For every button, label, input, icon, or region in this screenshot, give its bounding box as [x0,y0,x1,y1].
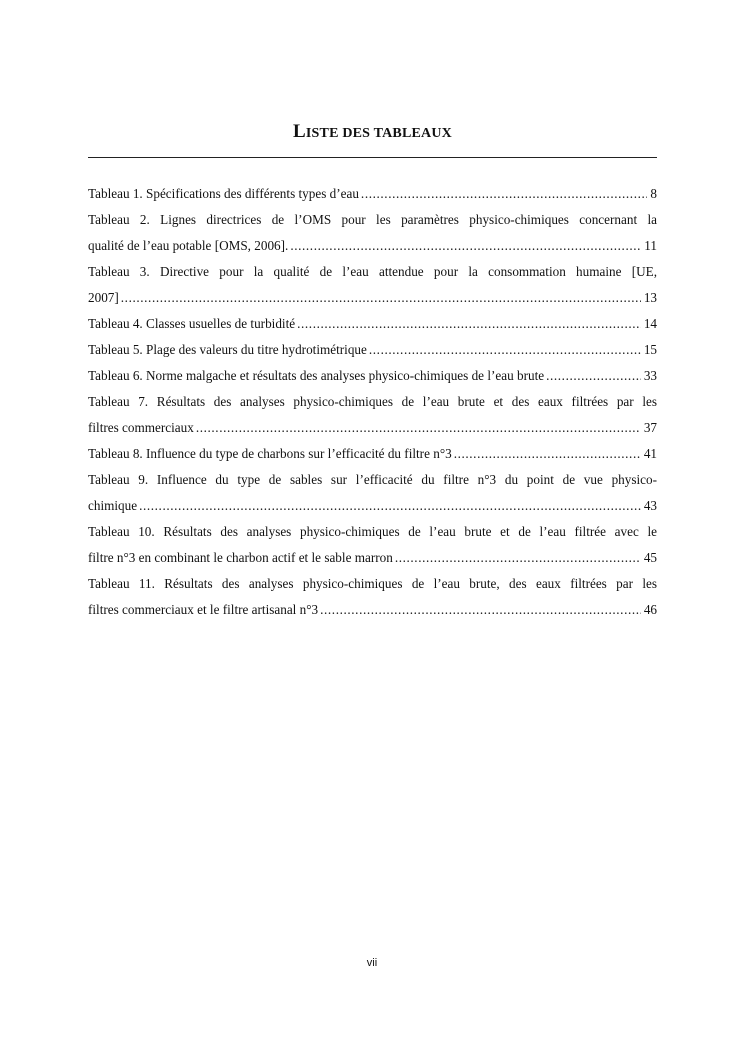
entry-page: 14 [643,316,657,331]
list-item-tableau-11[interactable] [88,597,657,623]
page-number: vii [366,957,378,969]
entry-title: filtres commerciaux et le filtre artisanal n°3 [88,602,319,617]
entry-title: filtres commerciaux [88,420,194,435]
dot-leader [297,311,641,337]
list-item-tableau-2-line1[interactable]: Tableau 2. Lignes directrices de l’OMS pour les paramètres physico-chimiques concernant la [88,212,657,227]
page-title [88,121,657,143]
list-item-tableau-3[interactable] [88,285,657,311]
list-item-tableau-2[interactable] [88,233,657,259]
list-item-tableau-7[interactable] [88,415,657,441]
dot-leader [369,337,641,363]
list-item-tableau-6[interactable] [88,363,657,389]
page-title-rest: ISTE DES TABLEAUX [305,126,452,141]
dot-leader [196,415,641,441]
entry-page: 37 [643,420,657,435]
list-item-tableau-11-line1[interactable]: Tableau 11. Résultats des analyses physico-chimiques de l’eau brute, des eaux filtrées par les [88,576,657,591]
entry-title: Tableau 5. Plage des valeurs du titre hydrotimétrique [88,342,367,357]
entry-title: filtre n°3 en combinant le charbon actif et le sable marron [88,550,393,565]
list-item-tableau-7-line1[interactable]: Tableau 7. Résultats des analyses physico-chimiques de l’eau brute et des eaux filtrées par les [88,394,657,409]
entry-title: Tableau 8. Influence du type de charbons sur l’efficacité du filtre n°3 [88,446,452,461]
entry-page: 41 [643,446,657,461]
entry-page: 46 [643,602,657,617]
list-item-tableau-5[interactable] [88,337,657,363]
entry-title: Tableau 1. Spécifications des différents types d’eau [88,186,359,201]
entry-page: 13 [643,290,657,305]
table-list [88,181,657,623]
entry-title: 2007] [88,290,119,305]
entry-page: 8 [650,186,657,201]
dot-leader [121,285,641,311]
list-item-tableau-1[interactable] [88,181,657,207]
dot-leader [290,233,641,259]
dot-leader [454,441,641,467]
dot-leader [395,545,641,571]
entry-page: 15 [643,342,657,357]
dot-leader [361,181,647,207]
entry-page: 11 [644,238,657,253]
dot-leader [320,597,641,623]
dot-leader [139,493,641,519]
list-item-tableau-4[interactable] [88,311,657,337]
list-item-tableau-8[interactable] [88,441,657,467]
entry-title: Tableau 6. Norme malgache et résultats des analyses physico-chimiques de l’eau brute [88,368,545,383]
list-item-tableau-3-line1[interactable]: Tableau 3. Directive pour la qualité de l’eau attendue pour la consommation humaine [UE, [88,264,657,279]
list-item-tableau-10[interactable] [88,545,657,571]
title-divider [88,157,657,158]
entry-page: 43 [643,498,657,513]
entry-page: 33 [643,368,657,383]
page-title-initial: L [293,121,306,142]
dot-leader [546,363,641,389]
list-item-tableau-10-line1[interactable]: Tableau 10. Résultats des analyses physico-chimiques de l’eau brute et de l’eau filtrée avec le [88,524,657,539]
list-item-tableau-9[interactable] [88,493,657,519]
entry-title: qualité de l’eau potable [OMS, 2006]. [88,238,289,253]
entry-title: chimique [88,498,138,513]
list-item-tableau-9-line1[interactable]: Tableau 9. Influence du type de sables sur l’efficacité du filtre n°3 du point de vue physico- [88,472,657,487]
entry-page: 45 [643,550,657,565]
entry-title: Tableau 4. Classes usuelles de turbidité [88,316,296,331]
